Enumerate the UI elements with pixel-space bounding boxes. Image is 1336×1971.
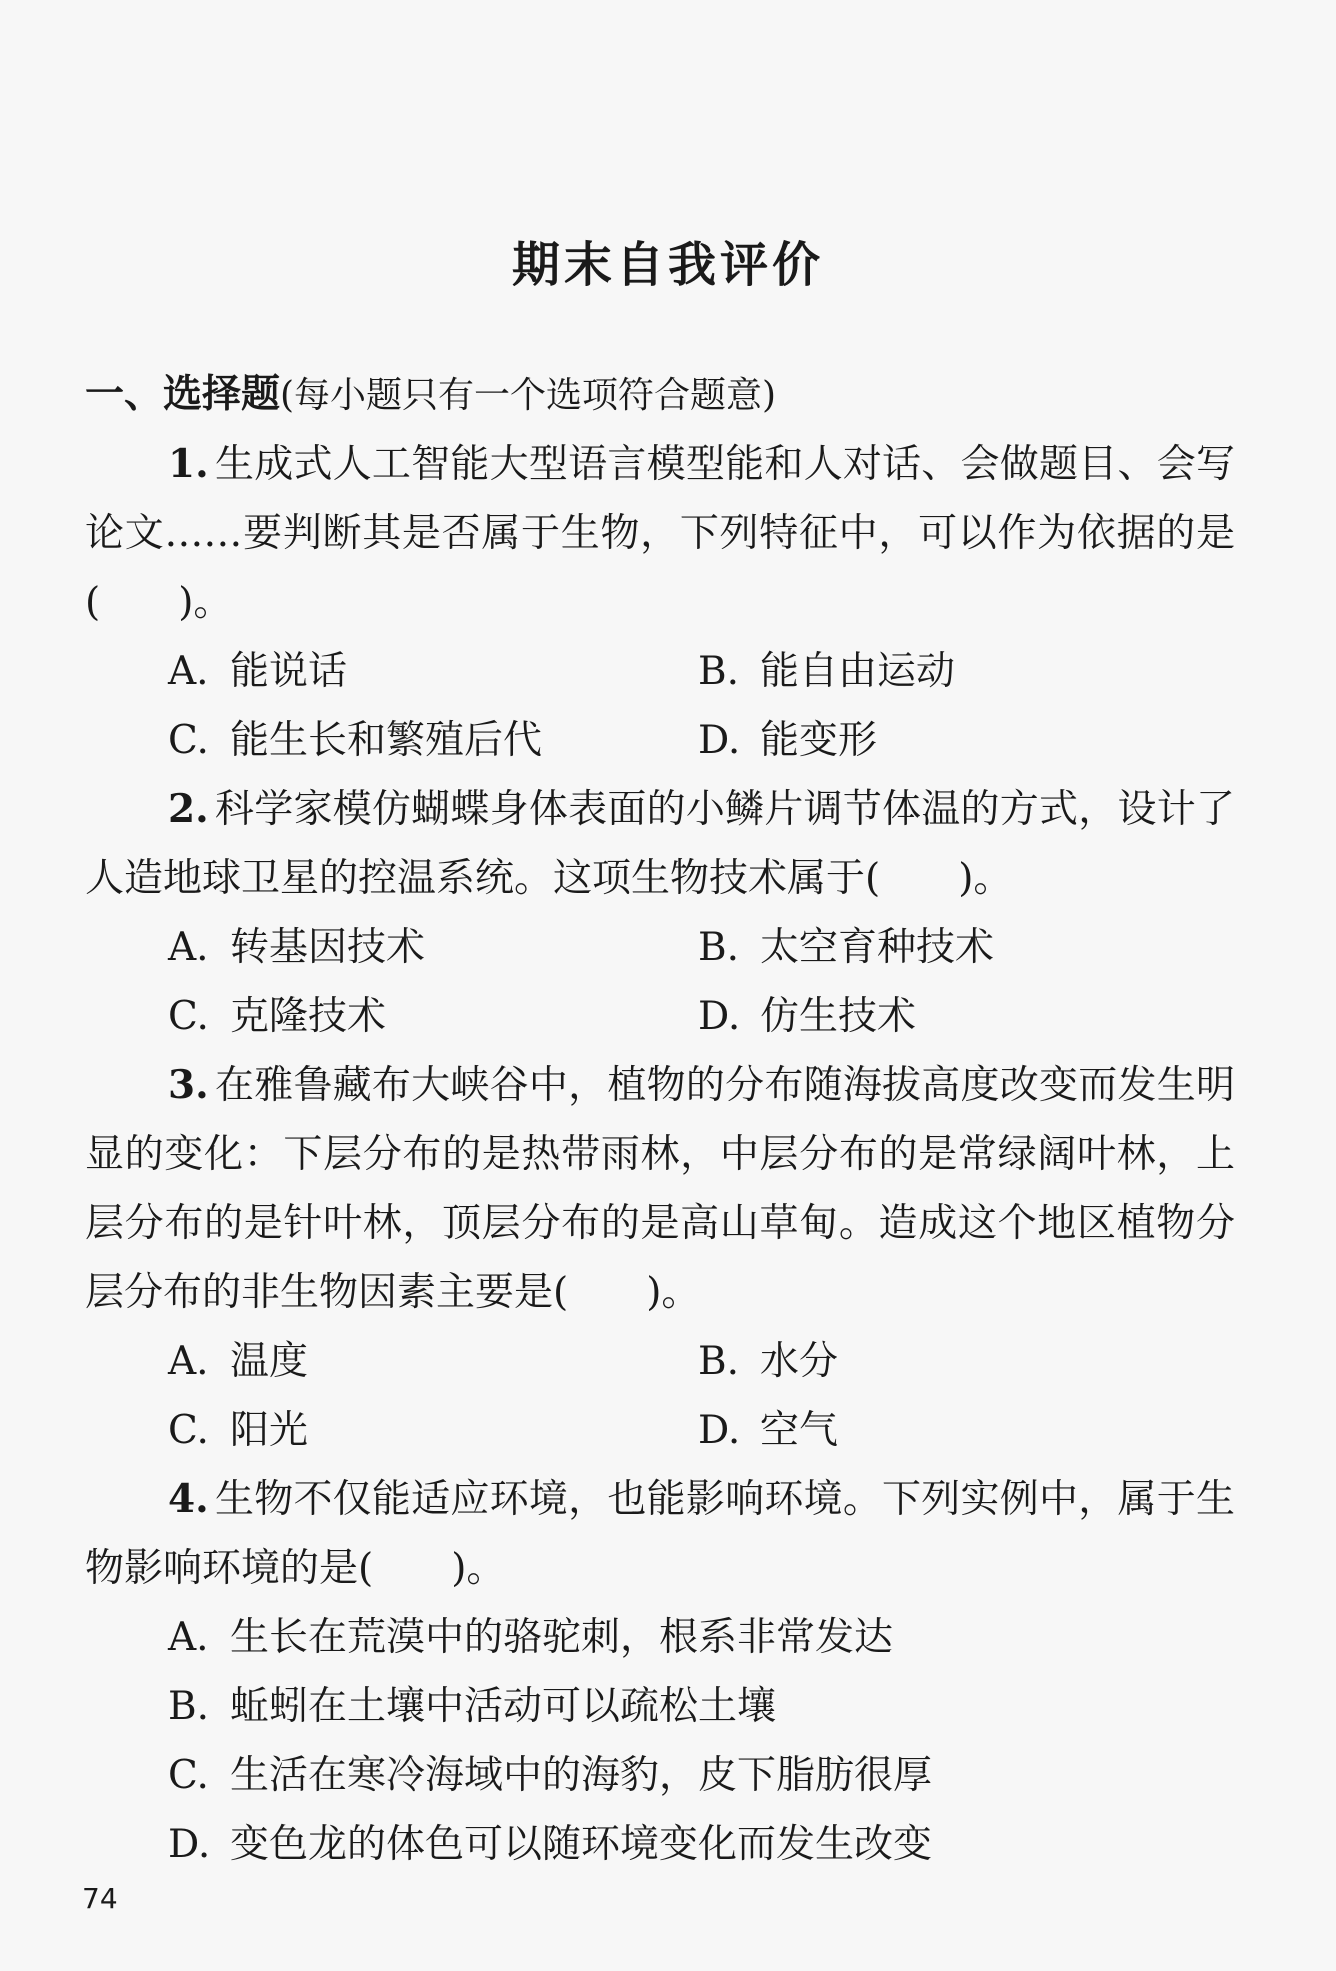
option-d [698, 706, 1228, 775]
question-number: 3. [168, 1062, 209, 1108]
option-letter: A. [168, 1615, 209, 1660]
content [85, 360, 1235, 1879]
options-3 [85, 1327, 1235, 1465]
options-2 [85, 913, 1235, 1051]
option-letter: B. [698, 649, 740, 694]
question-number: 4. [168, 1476, 209, 1522]
option-row [168, 982, 1235, 1051]
option-a [168, 913, 698, 982]
option-text: 温度 [230, 1339, 309, 1384]
option-text: 仿生技术 [760, 994, 917, 1039]
option-text: 生活在寒冷海域中的海豹，皮下脂肪很厚 [230, 1753, 933, 1798]
option-letter: D. [698, 718, 741, 763]
question-1 [85, 430, 1235, 637]
page-title: 期末自我评价 [511, 237, 824, 293]
option-text: 水分 [760, 1339, 839, 1384]
option-c [168, 982, 698, 1051]
question-2 [85, 775, 1235, 913]
option-text: 能变形 [760, 718, 878, 763]
options-1 [85, 637, 1235, 775]
page-number: 74 [82, 1882, 118, 1915]
option-b [168, 1672, 1235, 1741]
option-text: 能自由运动 [760, 649, 956, 694]
option-letter: A. [168, 1339, 209, 1384]
option-letter: C. [168, 1408, 209, 1453]
option-c [168, 1741, 1235, 1810]
option-row [168, 1396, 1235, 1465]
option-letter: B. [168, 1684, 210, 1729]
option-b [698, 1327, 1228, 1396]
option-text: 转基因技术 [230, 925, 426, 970]
question-number: 1. [168, 441, 209, 487]
option-letter: D. [698, 994, 741, 1039]
option-b [698, 637, 1228, 706]
option-letter: A. [168, 925, 209, 970]
option-letter: A. [168, 649, 209, 694]
option-row [168, 637, 1235, 706]
section-note: (每小题只有一个选项符合题意) [280, 375, 777, 416]
option-text: 能生长和繁殖后代 [230, 718, 543, 763]
option-c [168, 1396, 698, 1465]
question-text: 生物不仅能适应环境，也能影响环境。下列实例中，属于生物影响环境的是( )。 [85, 1477, 1235, 1591]
option-row [168, 706, 1235, 775]
option-c [168, 706, 698, 775]
option-b [698, 913, 1228, 982]
question-text: 科学家模仿蝴蝶身体表面的小鳞片调节体温的方式，设计了人造地球卫星的控温系统。这项生物技术属于( )。 [85, 787, 1235, 901]
question-number: 2. [168, 786, 209, 832]
question-4 [85, 1465, 1235, 1603]
option-row [168, 913, 1235, 982]
option-letter: B. [698, 1339, 740, 1384]
option-letter: C. [168, 718, 209, 763]
section-label: 一、选择题 [85, 372, 281, 417]
option-a [168, 637, 698, 706]
option-a [168, 1327, 698, 1396]
option-letter: C. [168, 1753, 209, 1798]
option-a [168, 1603, 1235, 1672]
option-text: 阳光 [230, 1408, 309, 1453]
question-text: 在雅鲁藏布大峡谷中，植物的分布随海拔高度改变而发生明显的变化：下层分布的是热带雨林，中层分布的是常绿阔叶林，上层分布的是针叶林，顶层分布的是高山草甸。造成这个地区植物分层分布的非生物因素主要是( )。 [85, 1063, 1235, 1315]
option-text: 能说话 [230, 649, 348, 694]
option-d [168, 1810, 1235, 1879]
section-heading [85, 360, 1235, 430]
option-row [168, 1327, 1235, 1396]
question-3 [85, 1051, 1235, 1327]
question-text: 生成式人工智能大型语言模型能和人对话、会做题目、会写论文……要判断其是否属于生物，下列特征中，可以作为依据的是( )。 [85, 442, 1235, 625]
option-letter: B. [698, 925, 740, 970]
option-d [698, 1396, 1228, 1465]
option-text: 克隆技术 [230, 994, 387, 1039]
option-d [698, 982, 1228, 1051]
options-4 [85, 1603, 1235, 1879]
option-text: 生长在荒漠中的骆驼刺，根系非常发达 [230, 1615, 894, 1660]
option-text: 变色龙的体色可以随环境变化而发生改变 [230, 1822, 933, 1867]
option-letter: D. [168, 1822, 211, 1867]
option-text: 空气 [760, 1408, 839, 1453]
option-letter: D. [698, 1408, 741, 1453]
option-text: 太空育种技术 [760, 925, 995, 970]
option-text: 蚯蚓在土壤中活动可以疏松土壤 [230, 1684, 777, 1729]
option-letter: C. [168, 994, 209, 1039]
